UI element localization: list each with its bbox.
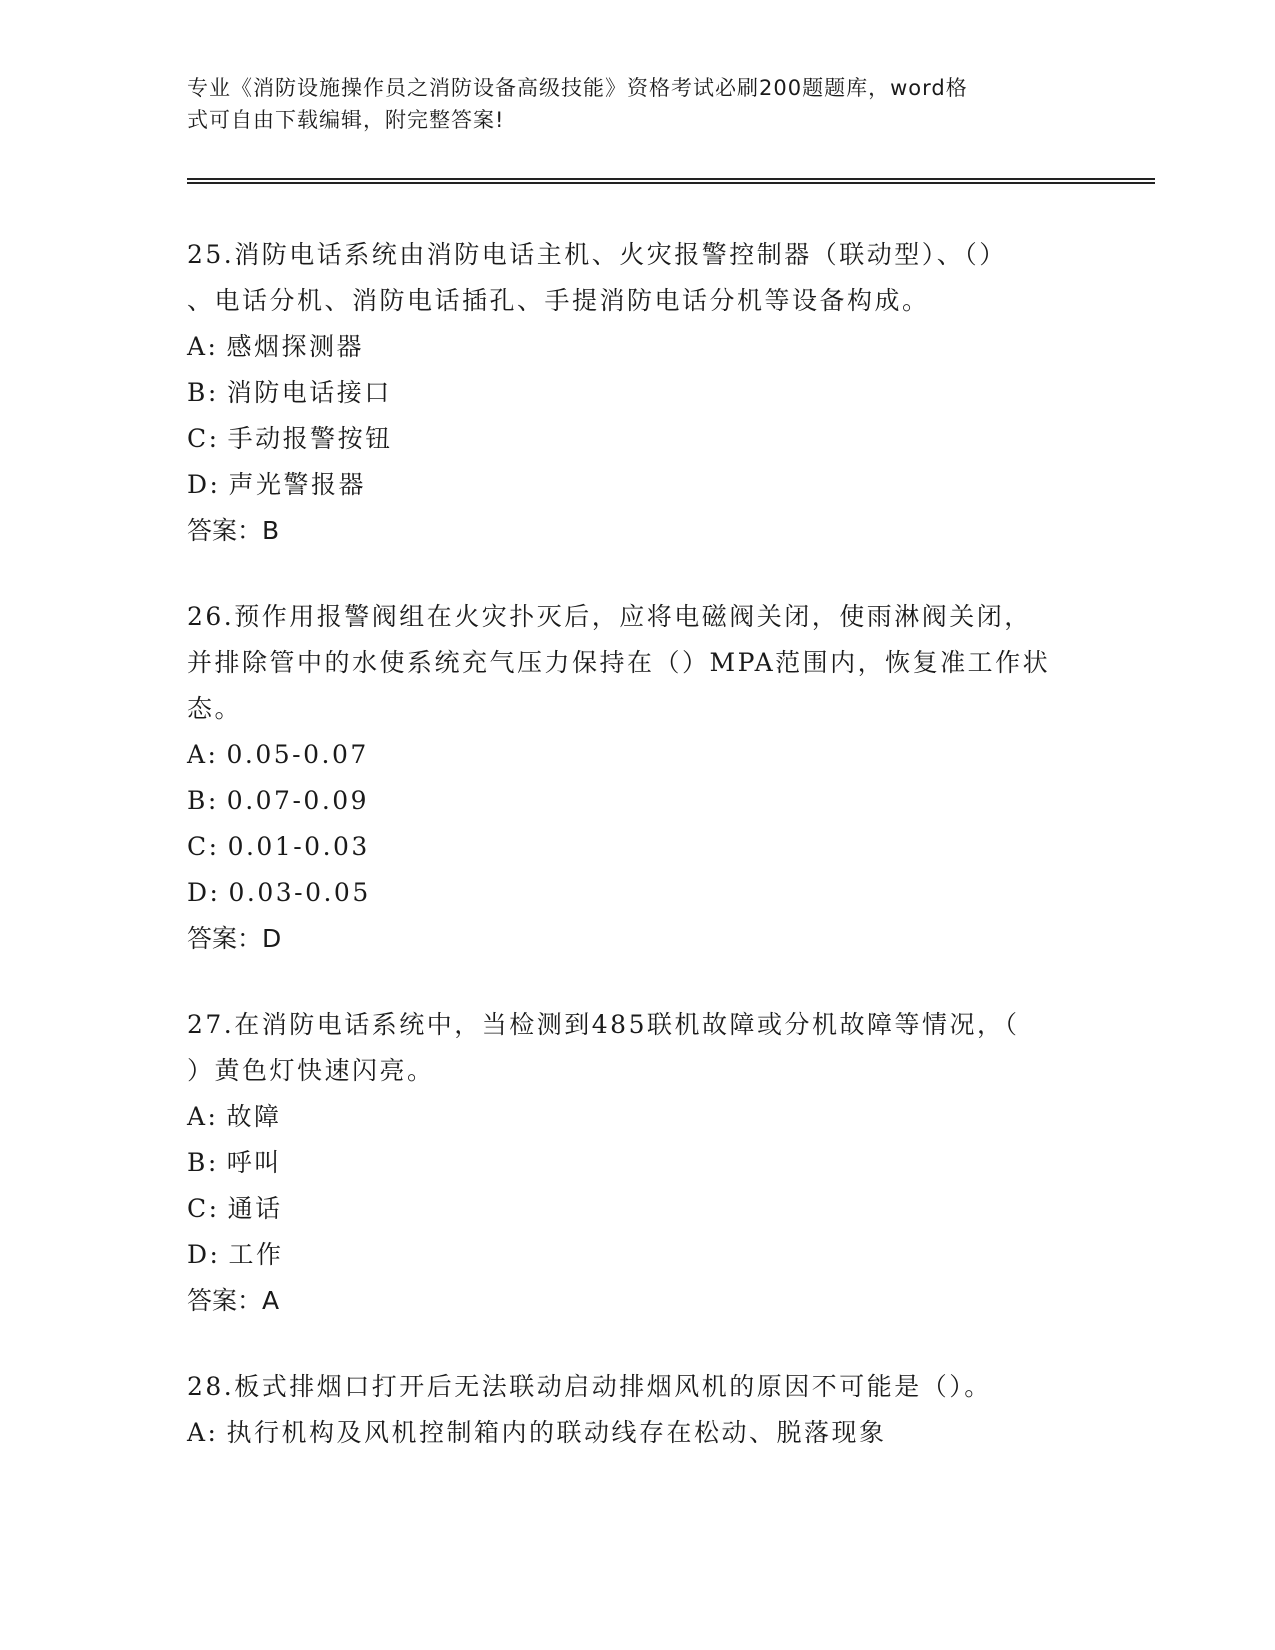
option-text: 呼叫 [226,1148,282,1177]
option-key: B: [187,786,219,815]
option-key: D: [187,470,221,499]
answer: 答案：B [187,516,280,545]
option-key: D: [187,878,221,907]
option-a [187,1410,1087,1456]
question-text-line: 、电话分机、消防电话插孔、手提消防电话分机等设备构成。 [187,286,930,315]
document-header [187,72,1067,136]
option-text: 感烟探测器 [226,332,364,361]
question-27 [187,1002,1087,1324]
question-text-line: 并排除管中的水使系统充气压力保持在（）MPA范围内，恢复准工作状 [187,648,1051,677]
option-key: A: [187,1418,219,1447]
option-key: B: [187,1148,219,1177]
option-key: A: [187,1102,219,1131]
option-d [187,462,1087,508]
question-28 [187,1364,1087,1456]
option-text: 消防电话接口 [226,378,392,407]
option-a [187,1094,1087,1140]
option-text: 0.01-0.03 [227,832,370,861]
question-text-line: 25.消防电话系统由消防电话主机、火灾报警控制器（联动型）、（） [187,240,1007,269]
option-text: 声光警报器 [228,470,366,499]
question-list [187,232,1087,1496]
question-text-line: 态。 [187,694,243,723]
option-key: A: [187,332,219,361]
option-d [187,1232,1087,1278]
option-c [187,824,1087,870]
option-text: 0.07-0.09 [226,786,370,815]
option-key: C: [187,832,220,861]
option-text: 工作 [228,1240,284,1269]
option-key: C: [187,424,220,453]
question-text-line: 26.预作用报警阀组在火灾扑灭后，应将电磁阀关闭，使雨淋阀关闭， [187,602,1032,631]
question-text-line: ）黄色灯快速闪亮。 [187,1056,435,1085]
option-a [187,732,1087,778]
option-key: C: [187,1194,220,1223]
question-25 [187,232,1087,554]
option-text: 0.05-0.07 [226,740,369,769]
option-text: 故障 [226,1102,282,1131]
option-b [187,1140,1087,1186]
option-key: D: [187,1240,221,1269]
option-text: 手动报警按钮 [227,424,393,453]
header-divider [187,178,1155,184]
answer: 答案：D [187,924,282,953]
option-b [187,778,1087,824]
option-b [187,370,1087,416]
question-text-line: 28.板式排烟口打开后无法联动启动排烟风机的原因不可能是（）。 [187,1372,992,1401]
question-text-line: 27.在消防电话系统中，当检测到485联机故障或分机故障等情况，（ [187,1010,1020,1039]
option-key: A: [187,740,219,769]
option-c [187,416,1087,462]
option-key: B: [187,378,219,407]
option-text: 0.03-0.05 [228,878,371,907]
option-text: 执行机构及风机控制箱内的联动线存在松动、脱落现象 [226,1418,887,1447]
answer: 答案：A [187,1286,280,1315]
question-26 [187,594,1087,962]
option-c [187,1186,1087,1232]
header-line-1: 专业《消防设施操作员之消防设备高级技能》资格考试必刷200题题库，word格 [187,76,968,100]
option-d [187,870,1087,916]
option-text: 通话 [227,1194,283,1223]
header-line-2: 式可自由下载编辑，附完整答案! [187,108,505,132]
option-a [187,324,1087,370]
